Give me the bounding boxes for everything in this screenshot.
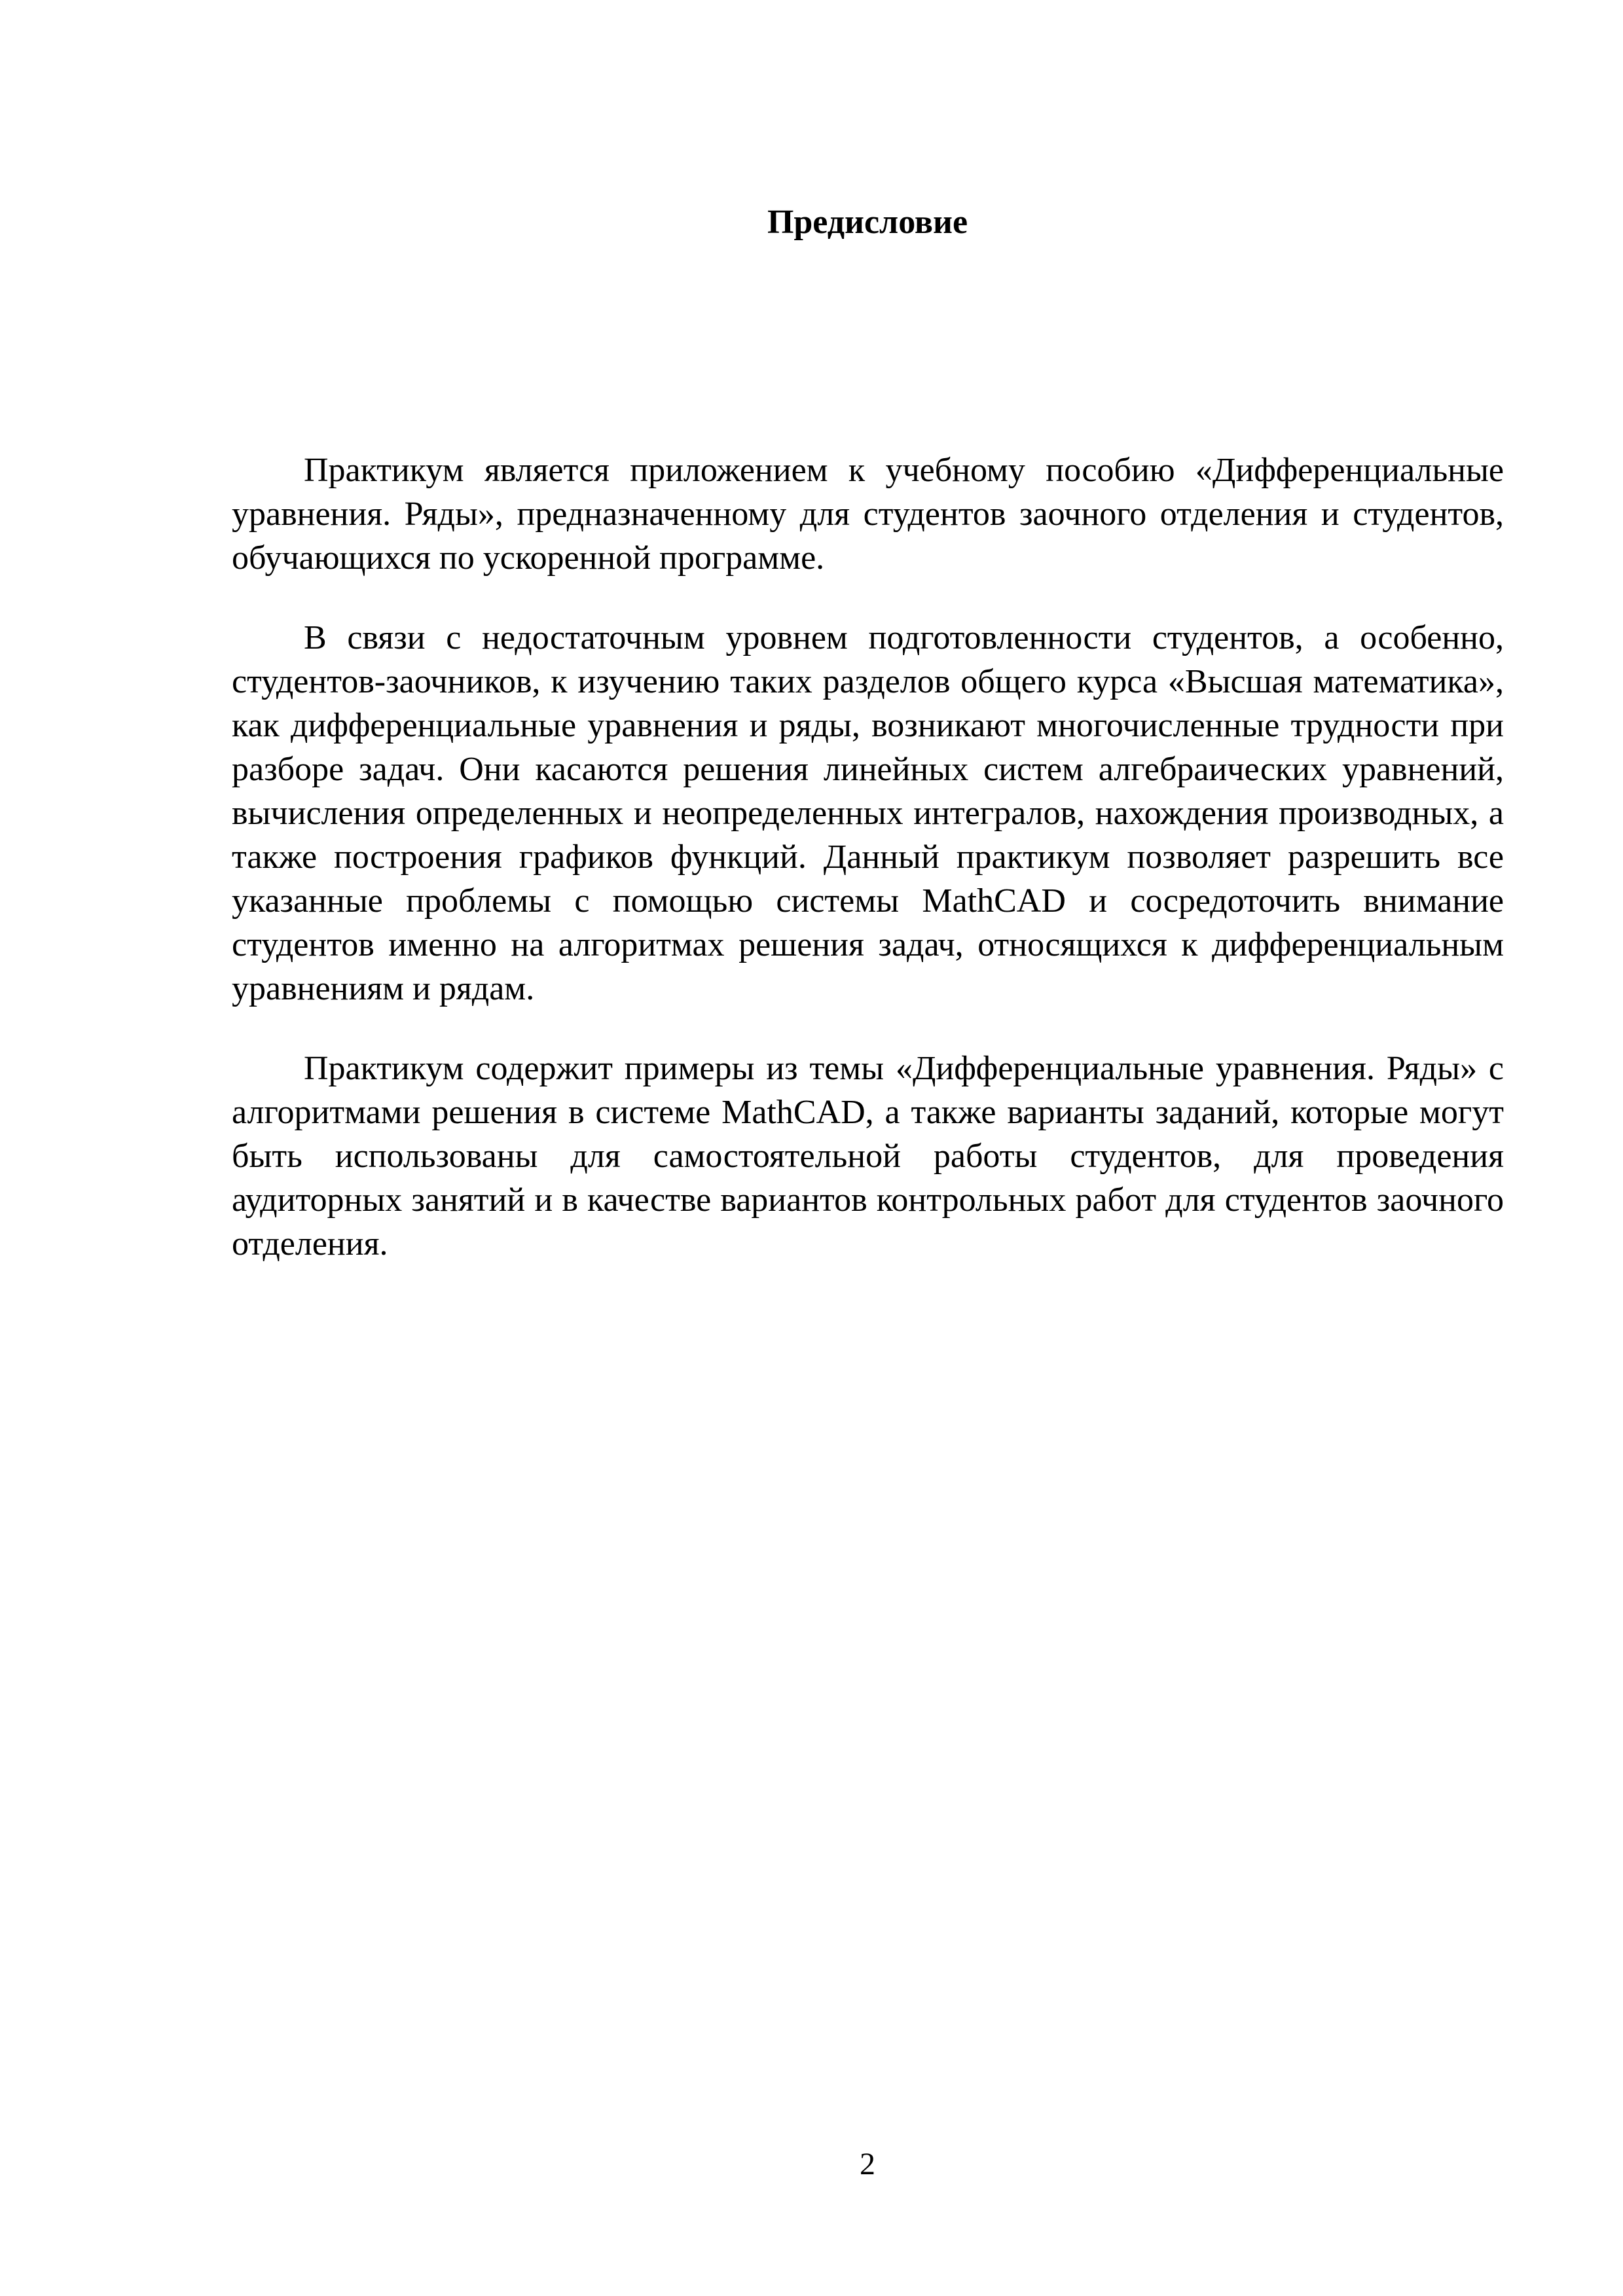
page-number: 2 <box>860 2147 875 2181</box>
paragraph-1: Практикум является приложением к учебному пособию «Дифференциальные уравнения. Ряды», предназначенному для студентов заочного отделения и студентов, обучающихся по ускоренной программе. <box>232 452 1504 577</box>
paragraph-2: В связи с недостаточным уровнем подготовленности студентов, а особенно, студентов-заочников, к изучению таких разделов общего курса «Высшая математика», как дифференциальные уравнения и ряды, возникают многочисленные трудности при разборе задач. Они касаются решения линейных систем алгебраических уравнений, вычисления определенных и неопределенных интегралов, нахождения производных, а также построения графиков функций. Данный практикум позволяет разрешить все указанные проблемы с помощью системы MathCAD и сосредоточить внимание студентов именно на алгоритмах решения задач, относящихся к дифференциальным уравнениям и рядам. <box>232 619 1504 1007</box>
paragraph-3: Практикум содержит примеры из темы «Дифференциальные уравнения. Ряды» с алгоритмами решения в системе MathCAD, а также варианты заданий, которые могут быть использованы для самостоятельной работы студентов, для проведения аудиторных занятий и в качестве вариантов контрольных работ для студентов заочного отделения. <box>232 1050 1504 1263</box>
body-text <box>232 448 1504 1302</box>
page-title: Предисловие <box>767 204 968 241</box>
